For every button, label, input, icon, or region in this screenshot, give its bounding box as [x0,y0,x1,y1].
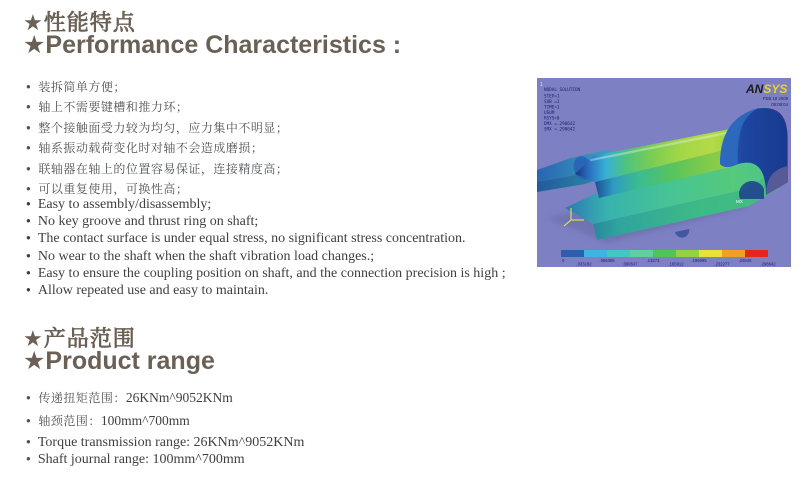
ansys-info-line: DMX =.298642 [544,122,576,127]
ansys-time: 09:08:04 [771,102,788,107]
perf-bullet-en: ● No key groove and thrust ring on shaft; [26,213,506,230]
product-bullet-en: ● Torque transmission range: 26KNm^9052KNm [26,434,304,451]
ansys-info-line: TIME=1 [544,105,560,111]
perf-bullet-en: ● Easy to ensure the coupling position on shaft, and the connection precision is high ; [26,265,506,282]
colorbar-label: .099547 [622,261,638,267]
ansys-simulation-image [537,78,791,267]
perf-bullet-en: ● No wear to the shaft when the shaft vibration load changes.; [26,248,506,265]
product-bullets-en [26,434,304,468]
colorbar-segment [699,250,722,257]
colorbar-segment [745,250,768,257]
colorbar-label: .066365 [599,258,615,263]
perf-bullet-en: ● Allow repeated use and easy to maintain. [26,282,506,299]
ansys-logo: ANSYS [746,82,788,96]
colorbar-label: .13273 [646,258,660,263]
ansys-info-line: SUB =1 [544,100,560,105]
product-bullets-zh [26,389,233,435]
colorbar-segment [653,250,676,257]
ansys-info-line: USUM [544,111,555,116]
colorbar-segment [561,250,584,257]
performance-title-en: ★Performance Characteristics : [23,31,402,59]
product-title-zh: ★产品范围 [23,326,136,351]
product-bullet-zh [26,389,233,412]
ansys-mx-label: MX [736,199,743,204]
colorbar-label: .26546 [738,258,752,263]
ansys-info-line: NODAL SOLUTION [544,88,581,93]
product-title-en: ★Product range [23,347,215,375]
perf-bullet-zh: ● 联轴器在轴上的位置容易保证，连接精度高； [26,159,288,179]
perf-bullet-zh: ● 可以重复使用，可换性高； [26,179,288,199]
colorbar-segment [630,250,653,257]
performance-bullets-zh [26,77,288,199]
colorbar-label: 0 [562,258,565,263]
perf-bullet-zh: ● 轴系振动载荷变化时对轴不会造成磨损； [26,138,288,158]
perf-bullet-zh: ● 整个接触面受力较为均匀，应力集中不明显； [26,118,288,138]
ansys-figure [537,78,791,267]
product-bullet-label: 轴颈范围： [38,414,101,428]
perf-bullet-en: ● The contact surface is under equal stress, no significant stress concentration. [26,230,506,247]
colorbar-label: .033182 [576,261,592,267]
perf-bullet-en: ● Easy to assembly/disassembly; [26,196,506,213]
ansys-date: FEB 18 2009 [762,96,788,101]
perf-bullet-zh: ● 装拆简单方便； [26,77,288,97]
colorbar-label: .165912 [668,261,684,267]
colorbar-label: .199095 [691,258,707,263]
performance-bullets-en [26,196,506,299]
colorbar-label: .298642 [760,261,776,267]
ansys-info-line: STEP=1 [544,94,560,100]
ansys-plot-number: 1 [540,82,543,88]
colorbar-segment [584,250,607,257]
colorbar-segment [676,250,699,257]
performance-title-zh: ★性能特点 [23,10,136,35]
product-bullet-value: 100mm^700mm [100,413,190,428]
colorbar-segment [607,250,630,257]
product-bullet-en: ● Shaft journal range: 100mm^700mm [26,451,304,468]
ansys-info-line: SMX =.298642 [544,127,576,133]
ansys-info-line: RSYS=0 [544,116,560,122]
product-bullet-zh [26,412,233,435]
perf-bullet-zh: ● 轴上不需要键槽和推力环； [26,97,288,117]
colorbar-label: .232277 [714,261,730,267]
product-bullet-label: 传递扭矩范围： [38,391,126,405]
colorbar-segment [722,250,745,257]
product-bullet-value: 26KNm^9052KNm [125,390,233,405]
